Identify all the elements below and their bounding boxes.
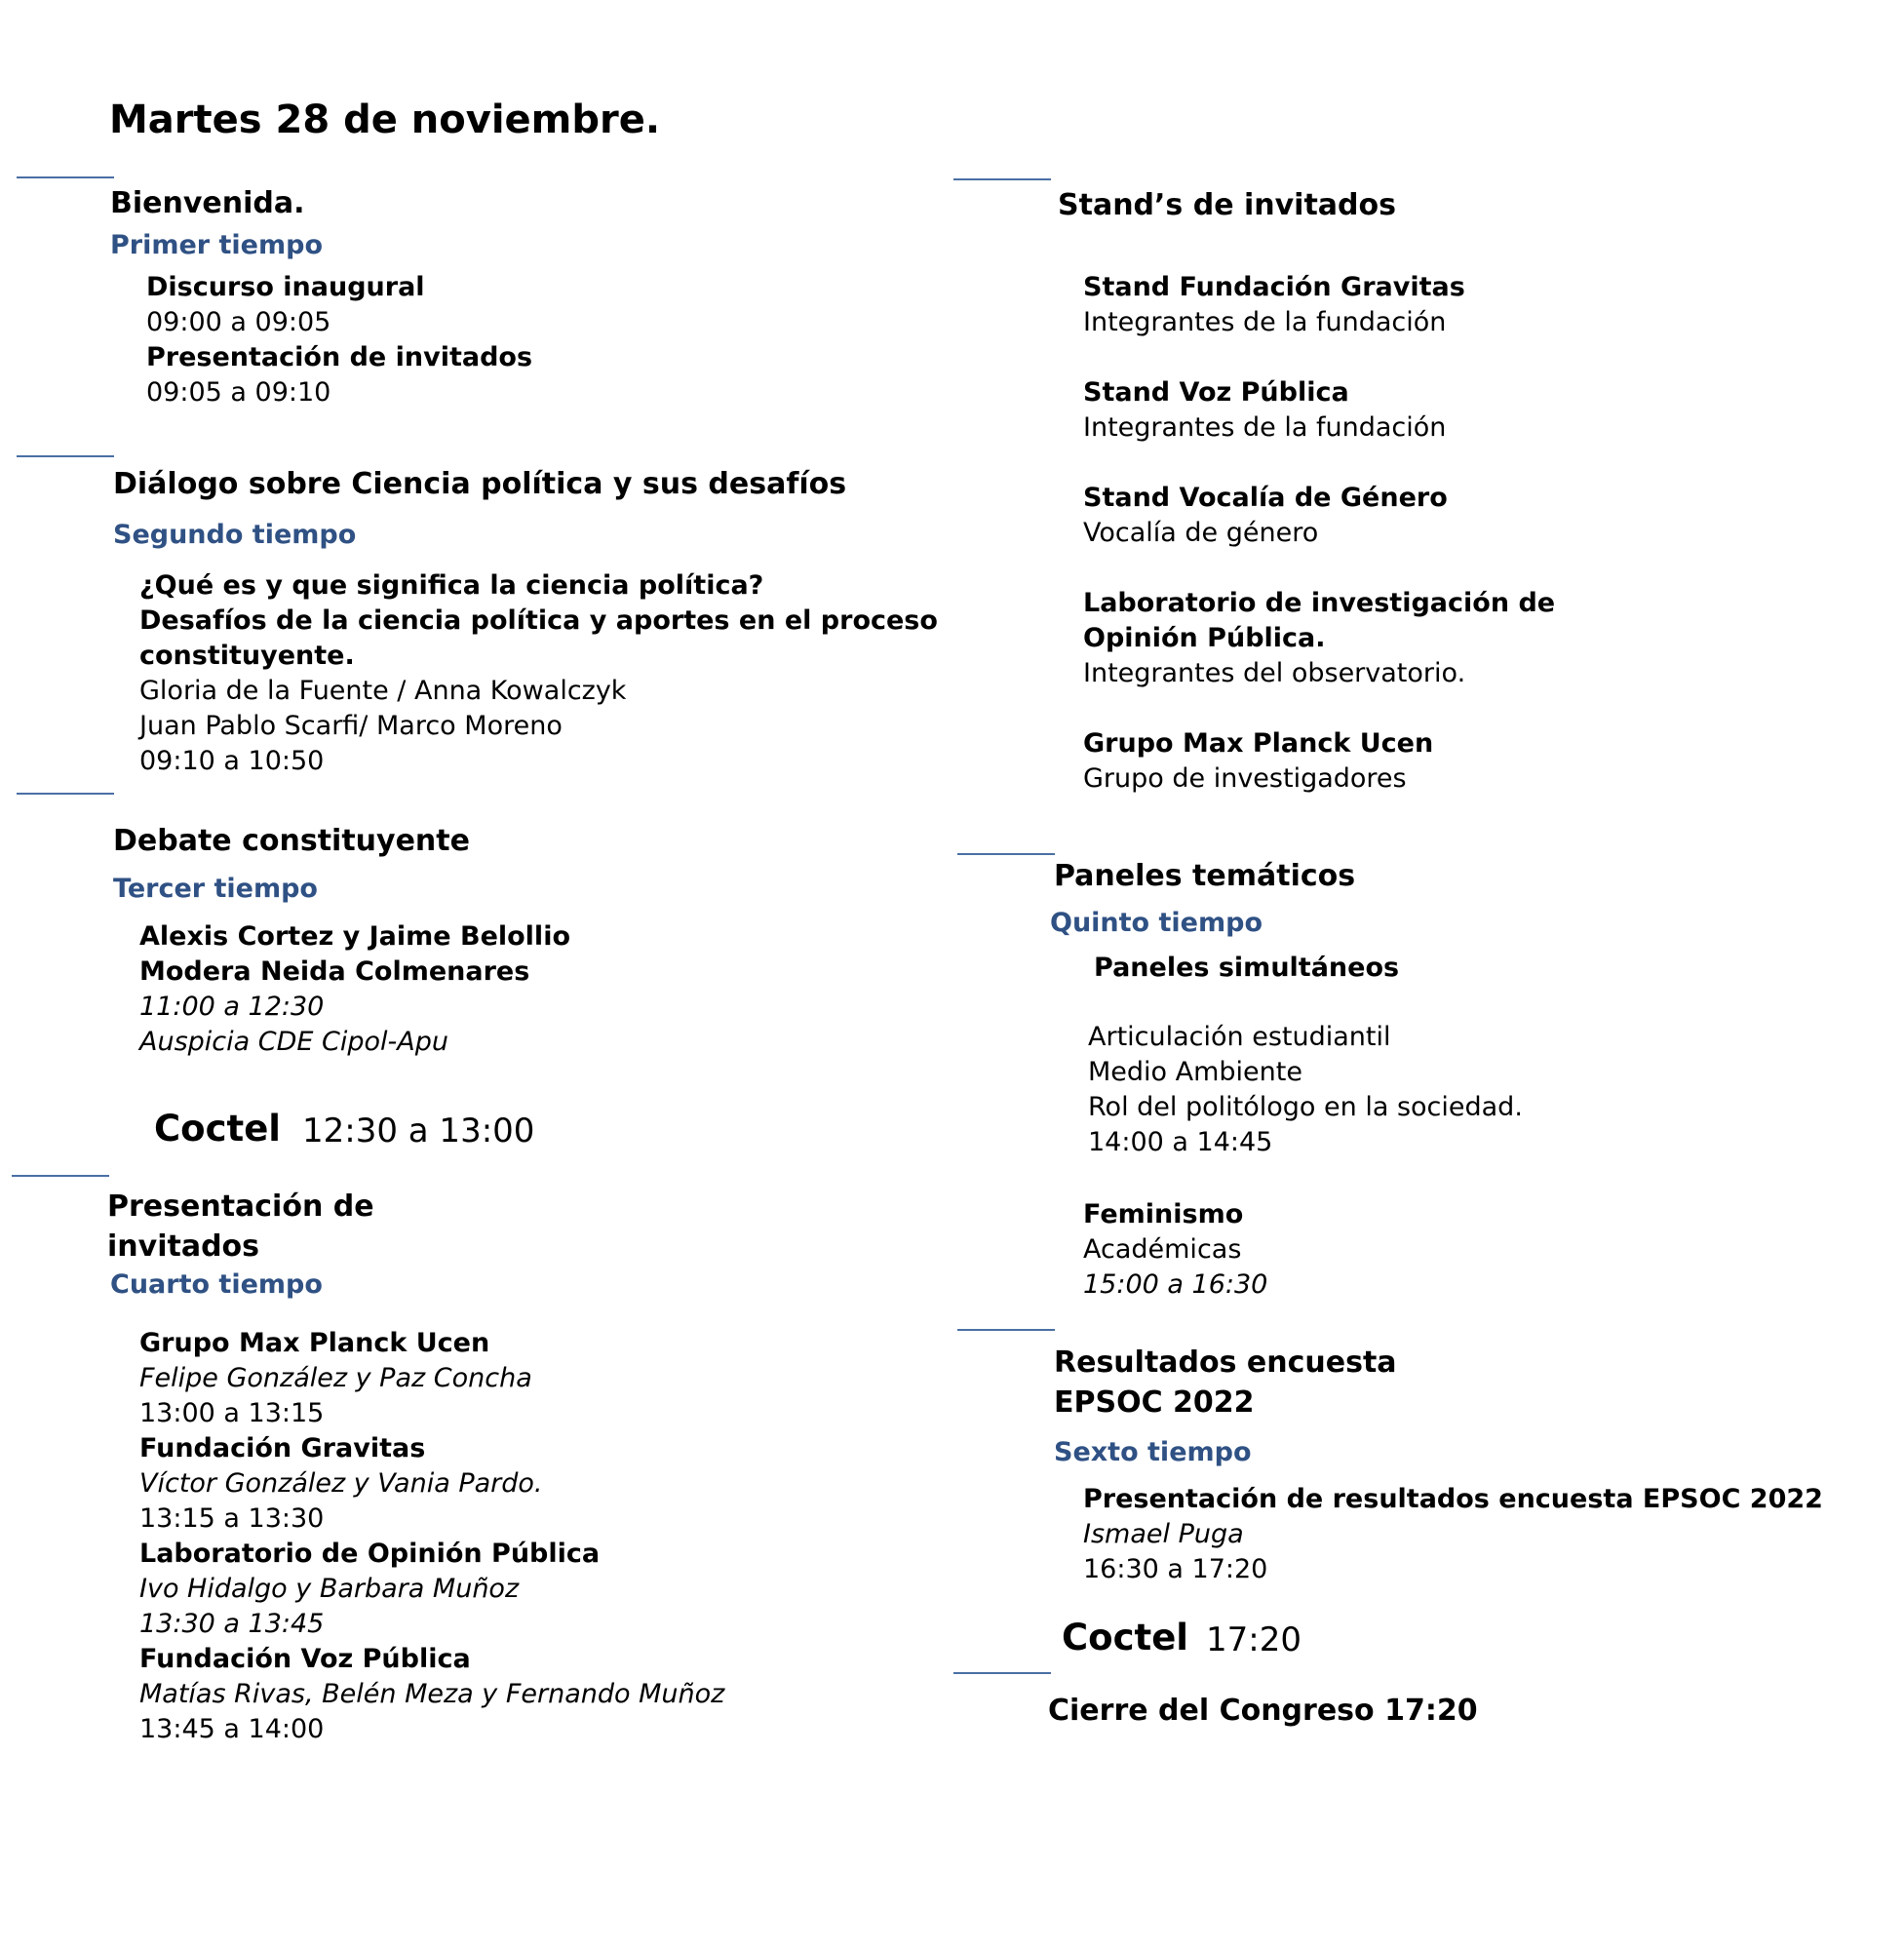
section-subtitle-segundo-tiempo: Segundo tiempo — [113, 520, 357, 550]
talk-title: ¿Qué es y que significa la ciencia política? — [139, 570, 764, 601]
item-label: Presentación de invitados — [146, 342, 533, 372]
item-time: 09:00 a 09:05 — [146, 307, 331, 337]
guest-org: Laboratorio de Opinión Pública — [139, 1539, 601, 1569]
item-time: 11:00 a 12:30 — [139, 992, 325, 1022]
panel-topic: Rol del politólogo en la sociedad. — [1088, 1092, 1523, 1122]
debaters: Alexis Cortez y Jaime Belollio — [139, 921, 570, 952]
section-title-resultados: EPSOC 2022 — [1054, 1385, 1255, 1420]
section-subtitle-sexto-tiempo: Sexto tiempo — [1054, 1437, 1252, 1467]
section-divider — [953, 1672, 1051, 1674]
coctel-label: Coctel — [154, 1108, 281, 1150]
stand-desc: Grupo de investigadores — [1083, 763, 1407, 794]
stand-name: Laboratorio de investigación de — [1083, 588, 1556, 618]
panel-topic: Articulación estudiantil — [1088, 1022, 1391, 1052]
stand-name: Grupo Max Planck Ucen — [1083, 728, 1434, 759]
moderator: Modera Neida Colmenares — [139, 956, 530, 987]
talk-title: Desafíos de la ciencia política y aportes en el proceso — [139, 605, 938, 636]
guest-people: Matías Rivas, Belén Meza y Fernando Muñoz — [139, 1679, 725, 1709]
stand-name: Opinión Pública. — [1083, 623, 1326, 653]
panels-heading: Paneles simultáneos — [1094, 953, 1400, 983]
item-time: 13:45 a 14:00 — [139, 1714, 325, 1744]
item-time: 15:00 a 16:30 — [1083, 1269, 1268, 1300]
item-time: 14:00 a 14:45 — [1088, 1127, 1273, 1157]
section-divider — [957, 1329, 1055, 1331]
section-subtitle-cuarto-tiempo: Cuarto tiempo — [110, 1269, 323, 1300]
item-label: Discurso inaugural — [146, 272, 425, 302]
closing-label: Cierre del Congreso 17:20 — [1048, 1694, 1478, 1728]
stand-desc: Integrantes de la fundación — [1083, 307, 1447, 337]
section-divider — [12, 1175, 109, 1177]
panel-topic: Medio Ambiente — [1088, 1057, 1302, 1087]
speakers: Gloria de la Fuente / Anna Kowalczyk — [139, 676, 627, 706]
results-speaker: Ismael Puga — [1083, 1519, 1244, 1549]
speakers: Juan Pablo Scarfi/ Marco Moreno — [139, 711, 563, 741]
talk-title: constituyente. — [139, 641, 355, 671]
section-subtitle-tercer-tiempo: Tercer tiempo — [113, 874, 318, 904]
feminismo-name: Feminismo — [1083, 1199, 1244, 1229]
section-title-resultados: Resultados encuesta — [1054, 1346, 1397, 1380]
section-title-dialogo: Diálogo sobre Ciencia política y sus desafíos — [113, 467, 847, 501]
stand-desc: Vocalía de género — [1083, 518, 1319, 548]
guest-org: Fundación Voz Pública — [139, 1644, 471, 1674]
section-subtitle-primer-tiempo: Primer tiempo — [110, 230, 324, 260]
section-title-debate: Debate constituyente — [113, 824, 470, 858]
guest-org: Grupo Max Planck Ucen — [139, 1328, 490, 1358]
section-subtitle-quinto-tiempo: Quinto tiempo — [1050, 908, 1263, 938]
item-time: 13:30 a 13:45 — [139, 1609, 325, 1639]
page-title: Martes 28 de noviembre. — [109, 98, 661, 142]
section-divider — [17, 455, 114, 457]
stand-name: Stand Voz Pública — [1083, 377, 1349, 408]
guest-people: Víctor González y Vania Pardo. — [139, 1468, 543, 1499]
item-time: 09:10 a 10:50 — [139, 746, 325, 776]
stand-desc: Integrantes de la fundación — [1083, 412, 1447, 443]
item-time: 16:30 a 17:20 — [1083, 1554, 1268, 1584]
section-title-bienvenida: Bienvenida. — [110, 186, 305, 220]
sponsor: Auspicia CDE Cipol-Apu — [139, 1027, 449, 1057]
section-divider — [957, 853, 1055, 855]
section-title-presentacion: invitados — [107, 1229, 260, 1264]
stand-desc: Integrantes del observatorio. — [1083, 658, 1466, 688]
section-title-paneles: Paneles temáticos — [1054, 859, 1356, 893]
section-title-stands: Stand’s de invitados — [1058, 188, 1396, 222]
item-time: 13:00 a 13:15 — [139, 1398, 325, 1428]
section-divider — [953, 178, 1051, 180]
coctel-time: 17:20 — [1206, 1620, 1302, 1659]
guest-people: Ivo Hidalgo y Barbara Muñoz — [139, 1574, 520, 1604]
coctel-label: Coctel — [1062, 1617, 1188, 1658]
item-time: 13:15 a 13:30 — [139, 1503, 325, 1534]
item-time: 09:05 a 09:10 — [146, 377, 331, 408]
section-divider — [17, 793, 114, 795]
stand-name: Stand Vocalía de Género — [1083, 483, 1448, 513]
stand-name: Stand Fundación Gravitas — [1083, 272, 1465, 302]
coctel-time: 12:30 a 13:00 — [302, 1112, 535, 1150]
guest-people: Felipe González y Paz Concha — [139, 1363, 532, 1393]
results-talk: Presentación de resultados encuesta EPSOC 2022 — [1083, 1484, 1823, 1514]
section-divider — [17, 176, 114, 178]
section-title-presentacion: Presentación de — [107, 1190, 374, 1224]
feminismo-desc: Académicas — [1083, 1234, 1242, 1265]
guest-org: Fundación Gravitas — [139, 1433, 426, 1463]
